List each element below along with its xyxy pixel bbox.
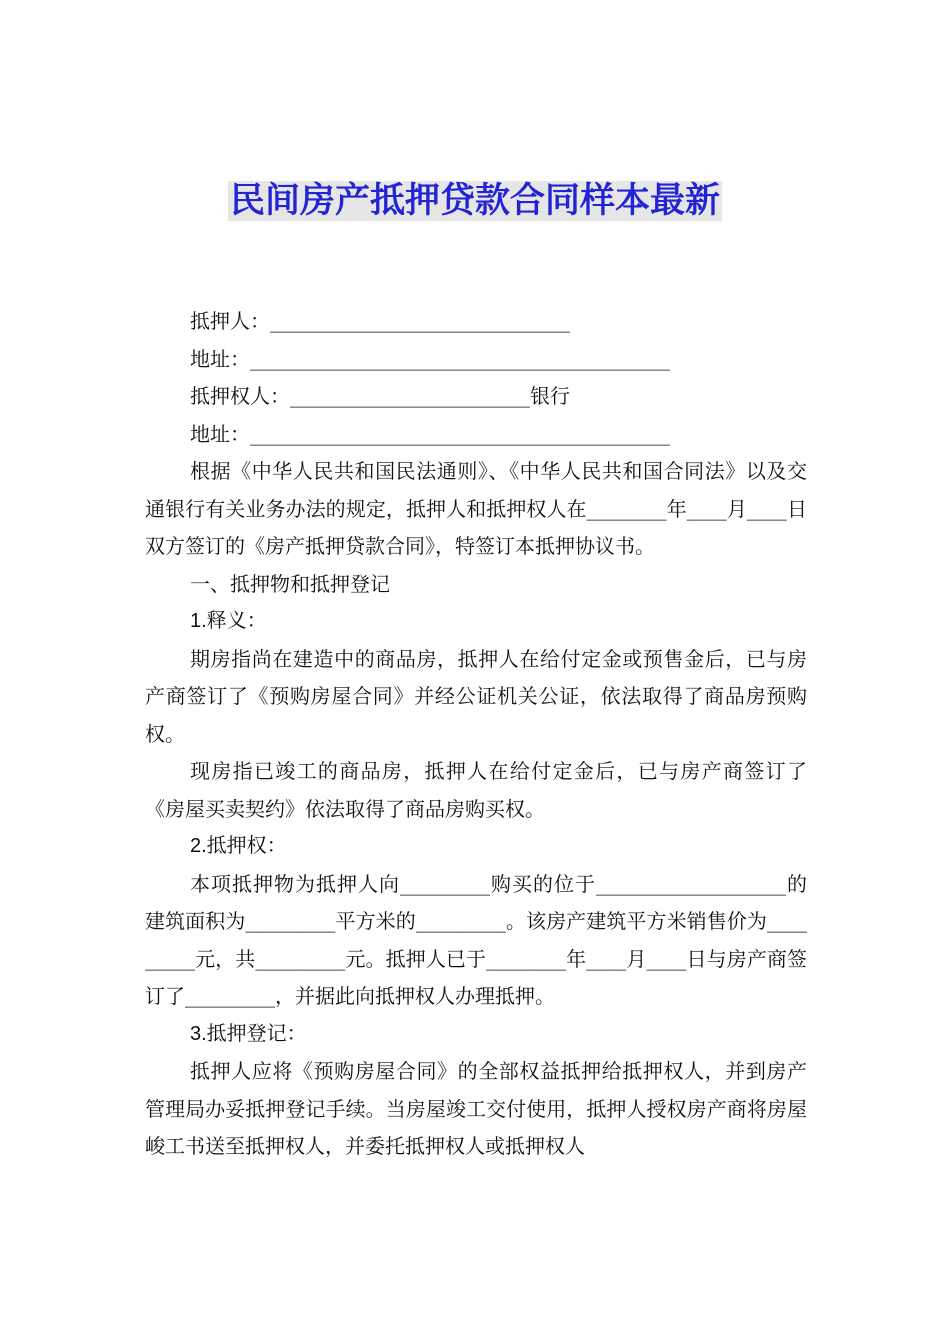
item-heading-1: 1.释义：: [190, 610, 267, 632]
mortgagor-address-label: 地址：: [190, 346, 250, 371]
mortgagor-line: [145, 303, 807, 341]
mortgagee-address-blank: __________________________________________: [250, 421, 670, 446]
mortgagor-address-blank: __________________________________________: [250, 346, 670, 371]
registration-paragraph: 抵押人应将《预购房屋合同》的全部权益抵押给抵押权人，并到房产管理局办妥抵押登记手续。当房屋竣工交付使用，抵押人授权房产商将房屋峻工书送至抵押权人，并委托抵押权人或抵押权人: [145, 1059, 807, 1158]
section-heading-1: 一、抵押物和抵押登记: [190, 571, 390, 596]
mortgagor-address-line: [145, 341, 807, 379]
property-paragraph: 本项抵押物为抵押人向_________购买的位于___________________的建筑面积为_________平方米的_________。该房产建筑平方米销售价为_________元，共_________元。抵押人已于________年____月____日与房产商签订了_________，并据此向抵押权人办理抵押。: [145, 871, 807, 1008]
mortgagor-label: 抵押人：: [190, 309, 270, 333]
futures-definition-paragraph: 期房指尚在建造中的商品房，抵押人在给付定金或预售金后，已与房产商签订了《预购房屋合同》并经公证机关公证，依法取得了商品房预购权。: [145, 646, 807, 746]
mortgagee-blank: ________________________: [290, 384, 530, 408]
document-title-text: 民间房产抵押贷款合同样本最新: [229, 181, 720, 221]
mortgagee-line: [145, 378, 807, 416]
item-heading-3: 3.抵押登记：: [190, 1022, 307, 1045]
mortgagee-suffix: 银行: [530, 384, 570, 408]
document-body: [145, 303, 807, 1166]
mortgagee-label: 抵押权人：: [190, 384, 290, 408]
item-heading-2: 2.抵押权：: [190, 835, 287, 857]
mortgagor-blank: ______________________________: [270, 309, 570, 333]
intro-paragraph: 根据《中华人民共和国民法通则》、《中华人民共和国合同法》以及交通银行有关业务办法的规定，抵押人和抵押权人在________年____月____日双方签订的《房产抵押贷款合同》，特签订本抵押协议书。: [145, 459, 807, 558]
document-title: [0, 178, 950, 224]
mortgagee-address-line: [145, 416, 807, 454]
mortgagee-address-label: 地址：: [190, 421, 250, 446]
current-definition-paragraph: 现房指已竣工的商品房，抵押人在给付定金后，已与房产商签订了《房屋买卖契约》依法取得了商品房购买权。: [145, 759, 807, 821]
